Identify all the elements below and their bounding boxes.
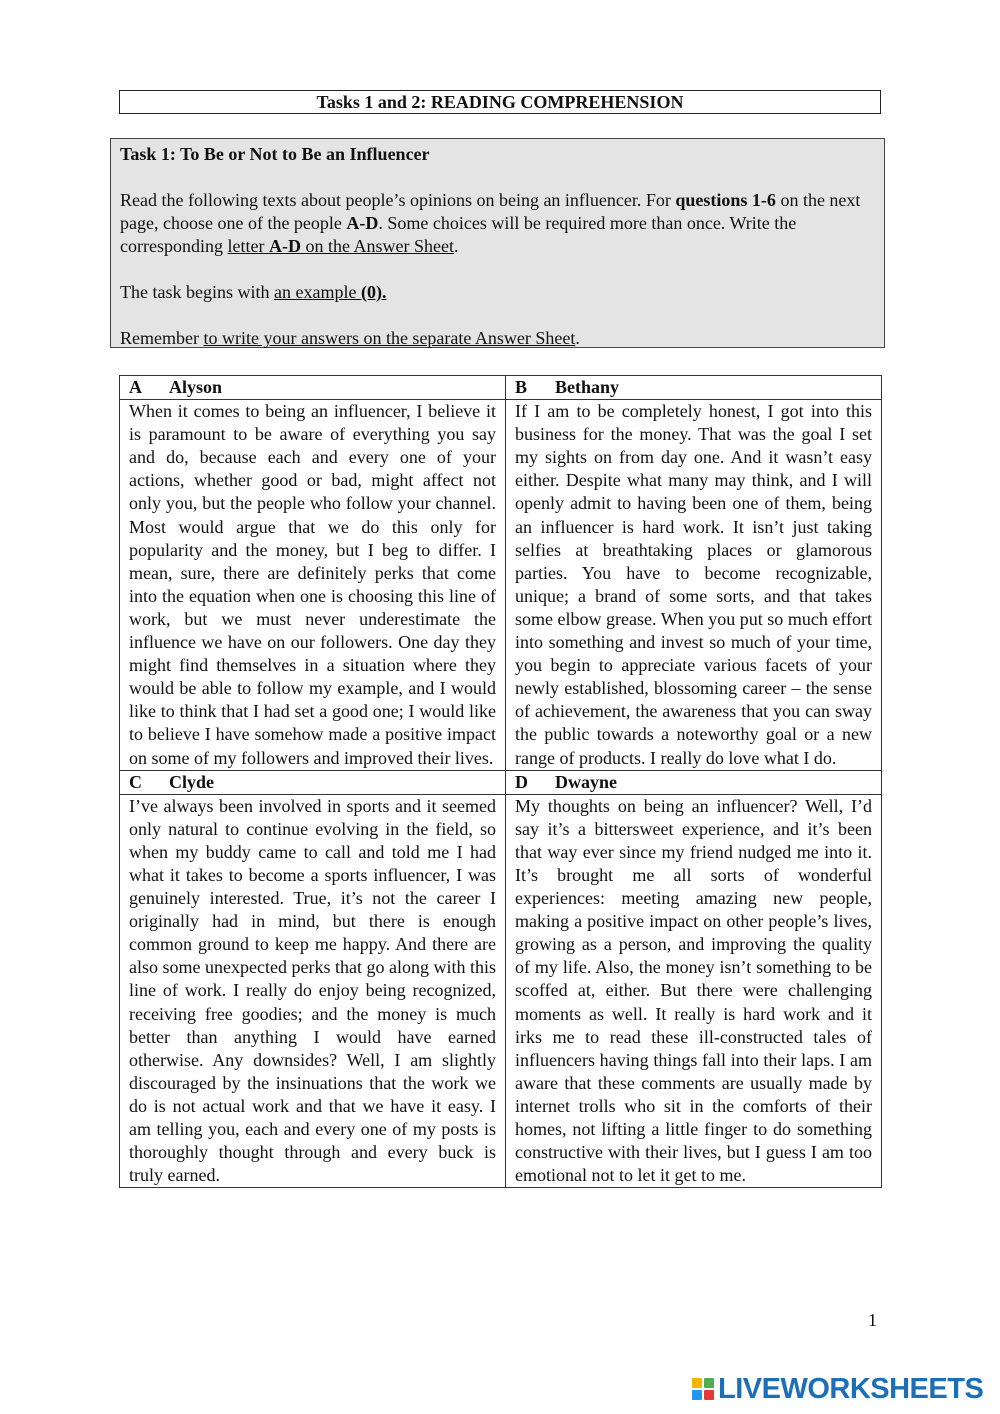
names-row-ab bbox=[120, 376, 882, 400]
texts-row-cd bbox=[120, 794, 882, 1188]
person-a-header: A Alyson bbox=[120, 376, 506, 400]
person-d-header: D Dwayne bbox=[506, 770, 882, 794]
person-b-text: If I am to be completely honest, I got into this business for the money. That was the goal I set my sights on from day one. And it wasn’t easy either. Despite what many may think, and I will openly admit to having been one of them, being an influencer is hard work. It isn’t just taking selfies at breathtaking places or glamorous parties. You have to become recognizable, unique; a brand of some sorts, and that takes some elbow grease. When you put so much effort into something and invest so much of your time, you begin to appreciate various facets of your newly established, blossoming career – the sense of achievement, the awareness that you can sway the public towards a noteworthy goal or a new range of products. I really do love what I do. bbox=[506, 400, 882, 771]
person-d-text: My thoughts on being an influencer? Well, I’d say it’s a bittersweet experience, and it’s been that way ever since my friend nudged me into it. It’s brought me all sorts of wonderful experiences: meeting amazing new people, making a positive impact on other people’s lives, growing as a person, and improving the quality of my life. Also, the money isn’t something to be scoffed at, either. But there were challenging moments as well. It really is hard work and it irks me to read these ill-constructed tales of influencers having things fall into their laps. I am aware that these comments are usually made by internet trolls who sit in the comforts of their homes, not lifting a little finger to do something constructive with their lives, but I guess I am too emotional not to let it get to me. bbox=[506, 794, 882, 1188]
liveworksheets-brand[interactable] bbox=[692, 1374, 983, 1404]
task-instructions-box bbox=[110, 138, 885, 348]
names-row-cd bbox=[120, 770, 882, 794]
reminder-paragraph: Remember to write your answers on the separate Answer Sheet. bbox=[120, 328, 580, 348]
person-c-header: C Clyde bbox=[120, 770, 506, 794]
person-b-header: B Bethany bbox=[506, 376, 882, 400]
instructions-paragraph: Read the following texts about people’s opinions on being an influencer. For questions 1-6 on the next page, choose one of the people A-D. Some choices will be required more than once. Write the corresponding letter A-D on the Answer Sheet. bbox=[120, 190, 861, 256]
person-c-text: I’ve always been involved in sports and it seemed only natural to continue evolving in the field, so when my buddy came to call and told me I had what it takes to become a sports influencer, I was genuinely interested. True, it’s not the career I originally had in mind, but there is enough common ground to keep me happy. And there are also some unexpected perks that go along with this line of work. I really do enjoy being recognized, receiving free goodies; and the money is much better than anything I would have earned otherwise. Any downsides? Well, I am slightly discouraged by the insinuations that the work we do is not actual work and that we have it easy. I am telling you, each and every one of my posts is thoroughly thought through and every buck is truly earned. bbox=[120, 794, 506, 1188]
opinions-table bbox=[119, 375, 882, 1188]
page-number: 1 bbox=[868, 1310, 877, 1330]
brand-name: LIVEWORKSHEETS bbox=[718, 1372, 984, 1405]
page-title: Tasks 1 and 2: READING COMPREHENSION bbox=[119, 90, 881, 114]
person-a-text: When it comes to being an influencer, I believe it is paramount to be aware of everything you say and do, because each and every one of your actions, whether good or bad, might affect not only you, but the people who follow your channel. Most would argue that we do this only for popularity and the money, but I beg to differ. I mean, sure, there are definitely perks that come into the equation when one is choosing this line of work, but we must never underestimate the influence we have on our followers. One day they might find themselves in a situation where they would be able to follow my example, and I would like to think that I had set a good one; I would like to believe I have somehow made a positive impact on some of my followers and improved their lives. bbox=[120, 400, 506, 771]
task-heading: Task 1: To Be or Not to Be an Influencer bbox=[120, 144, 430, 164]
texts-row-ab bbox=[120, 400, 882, 771]
liveworksheets-logo-icon bbox=[692, 1378, 714, 1400]
example-paragraph: The task begins with an example (0). bbox=[120, 282, 387, 302]
